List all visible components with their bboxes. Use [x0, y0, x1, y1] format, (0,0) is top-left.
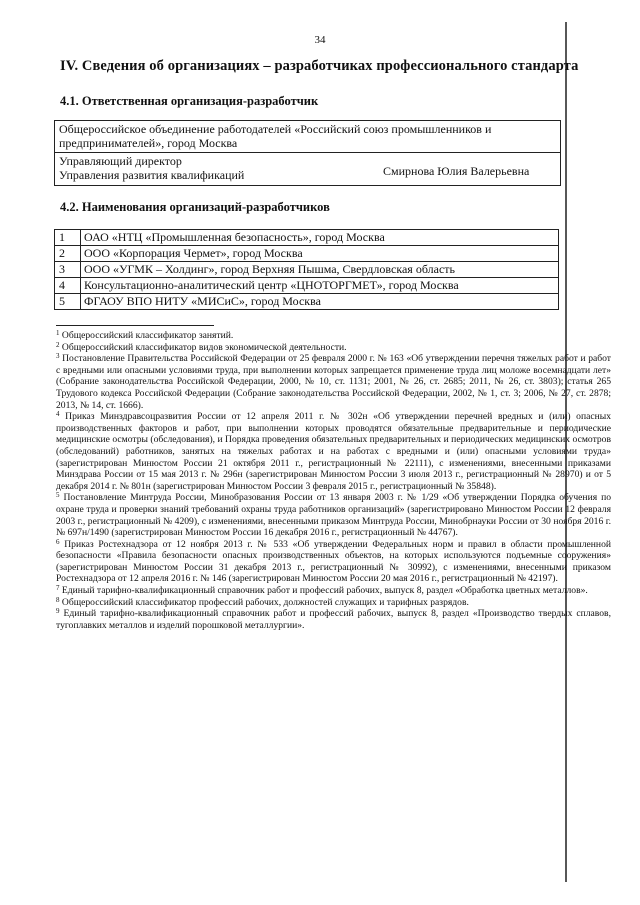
org-name: ООО «Корпорация Чермет», город Москва	[81, 246, 559, 262]
row-number: 3	[55, 262, 81, 278]
footnote	[56, 608, 611, 631]
row-number: 5	[55, 294, 81, 310]
responsible-org-name: Общероссийское объединение работодателей «Российский союз промышленников и предпринимателей», город Москва	[55, 121, 560, 153]
section-title: IV. Сведения об организациях – разработчиках профессионального стандарта	[60, 58, 579, 74]
footnote-marker: 6	[56, 537, 60, 546]
footnote	[56, 342, 611, 354]
footnote-marker: 3	[56, 352, 60, 361]
table-row	[55, 278, 559, 294]
footnote-marker: 4	[56, 410, 60, 419]
footnote-text: Единый тарифно-квалификационный справочник работ и профессий рабочих, выпуск 8, раздел «Производство твердых сплавов, тугоплавких металлов и изделий порошковой металлургии».	[56, 608, 611, 631]
footnote-marker: 1	[56, 329, 60, 337]
table-row	[55, 262, 559, 278]
footnote-text: Общероссийский классификатор занятий.	[61, 330, 234, 341]
row-number: 1	[55, 230, 81, 246]
footnote	[56, 597, 611, 609]
footnote-separator	[56, 325, 214, 326]
row-number: 2	[55, 246, 81, 262]
org-name: Консультационно-аналитический центр «ЦНОТОРГМЕТ», город Москва	[81, 278, 559, 294]
responsible-position	[55, 153, 383, 185]
footnote-marker: 7	[56, 584, 60, 593]
table-row	[55, 246, 559, 262]
footnote	[56, 585, 611, 597]
footnote-text: Постановление Правительства Российской Федерации от 25 февраля 2000 г. № 163 «Об утверждении перечня тяжелых работ и работ с вредными или опасными условиями труда, при выполнении которых запрещается применение труда лиц моложе восемнадцати лет» (Собрание законодательства Российской Федерации, 2000, № 10, ст. 1131; 2001, № 26, ст. 2685; 2011, № 26, ст. 3803); статья 265 Трудового кодекса Российской Федерации (Собрание законодательства Российской Федерации, 2002, № 1, ст. 3; 2006, № 27, ст. 2878; 2013, № 14, ст. 1666).	[56, 353, 611, 411]
org-name: ОАО «НТЦ «Промышленная безопасность», город Москва	[81, 230, 559, 246]
footnote-text: Приказ Ростехнадзора от 12 ноября 2013 г. № 533 «Об утверждении Федеральных норм и правил в области промышленной безопасности «Правила безопасности опасных производственных объектов, на которых используются подъемные сооружения» (зарегистрирован Минюстом России 31 декабря 2013 г., регистрационный № 30992), с изменениями, внесенными приказом Ростехнадзора от 12 апреля 2016 г. № 146 (зарегистрирован Минюстом России 20 мая 2016 г., регистрационный № 42197).	[56, 538, 612, 585]
footnote	[56, 539, 611, 585]
position-line-1: Управляющий директор	[59, 154, 182, 168]
org-name: ООО «УГМК – Холдинг», город Верхняя Пышма, Свердловская область	[81, 262, 559, 278]
position-line-2: Управления развития квалификаций	[59, 168, 245, 182]
footnote-marker: 5	[56, 491, 60, 500]
org-name: ФГАОУ ВПО НИТУ «МИСиС», город Москва	[81, 294, 559, 310]
footnote-marker: 2	[56, 340, 60, 349]
table-row	[55, 294, 559, 310]
responsible-person-name: Смирнова Юлия Валерьевна	[383, 164, 530, 178]
subsection-heading-developers: 4.2. Наименования организаций-разработчиков	[60, 200, 330, 214]
responsible-person-row	[55, 153, 560, 185]
footnotes	[56, 330, 611, 631]
footnote-text: Приказ Минздравсоцразвития России от 12 апреля 2011 г. № 302н «Об утверждении перечней вредных и (или) опасных производственных факторов и работ, при выполнении которых проводятся обязательные предварительные и периодические медицинские осмотры (обследования), и Порядка проведения обязательных предварительных и периодических медицинских осмотров (обследований) работников, занятых на тяжелых работах и на работах с вредными и (или) опасными условиями труда» (зарегистрирован Минюстом России 21 октября 2011 г., регистрационный № 22111), с изменениями, внесенными приказами Минздрава России от 15 мая 2013 г. № 296н (зарегистрирован Минюстом России 3 июля 2013 г., регистрационный № 28970) и от 5 декабря 2014 г. № 801н (зарегистрирован Минюстом России 3 февраля 2015 г., регистрационный № 35848).	[56, 411, 611, 492]
footnote	[56, 330, 611, 342]
footnote-marker: 8	[56, 595, 60, 604]
footnote-text: Единый тарифно-квалификационный справочник работ и профессий рабочих, выпуск 8, раздел «Обработка цветных металлов».	[61, 585, 588, 597]
developers-table	[54, 229, 559, 310]
page-number: 34	[314, 34, 326, 46]
footnote	[56, 411, 611, 492]
footnote-text: Постановление Минтруда России, Минобразования России от 13 января 2003 г. № 1/29 «Об утверждении Порядка обучения по охране труда и проверки знаний требований охраны труда работников организаций» (зарегистрировано Минюстом России 12 февраля 2003 г., регистрационный № 4209), с изменениями, внесенными приказом Минтруда России, Минобрнауки России от 30 ноября 2016 г. № 697н/1490 (зарегистрирован Минюстом России 16 декабря 2016 г., регистрационный № 44767).	[56, 492, 612, 539]
footnote	[56, 492, 611, 538]
responsible-org-box	[54, 120, 561, 186]
footnote-text: Общероссийский классификатор видов экономической деятельности.	[61, 341, 347, 353]
row-number: 4	[55, 278, 81, 294]
footnote-text: Общероссийский классификатор профессий рабочих, должностей служащих и тарифных разрядов.	[61, 596, 469, 608]
footnote-marker: 9	[56, 607, 60, 616]
table-row	[55, 230, 559, 246]
subsection-heading-responsible: 4.1. Ответственная организация-разработчик	[60, 94, 319, 108]
footnote	[56, 353, 611, 411]
